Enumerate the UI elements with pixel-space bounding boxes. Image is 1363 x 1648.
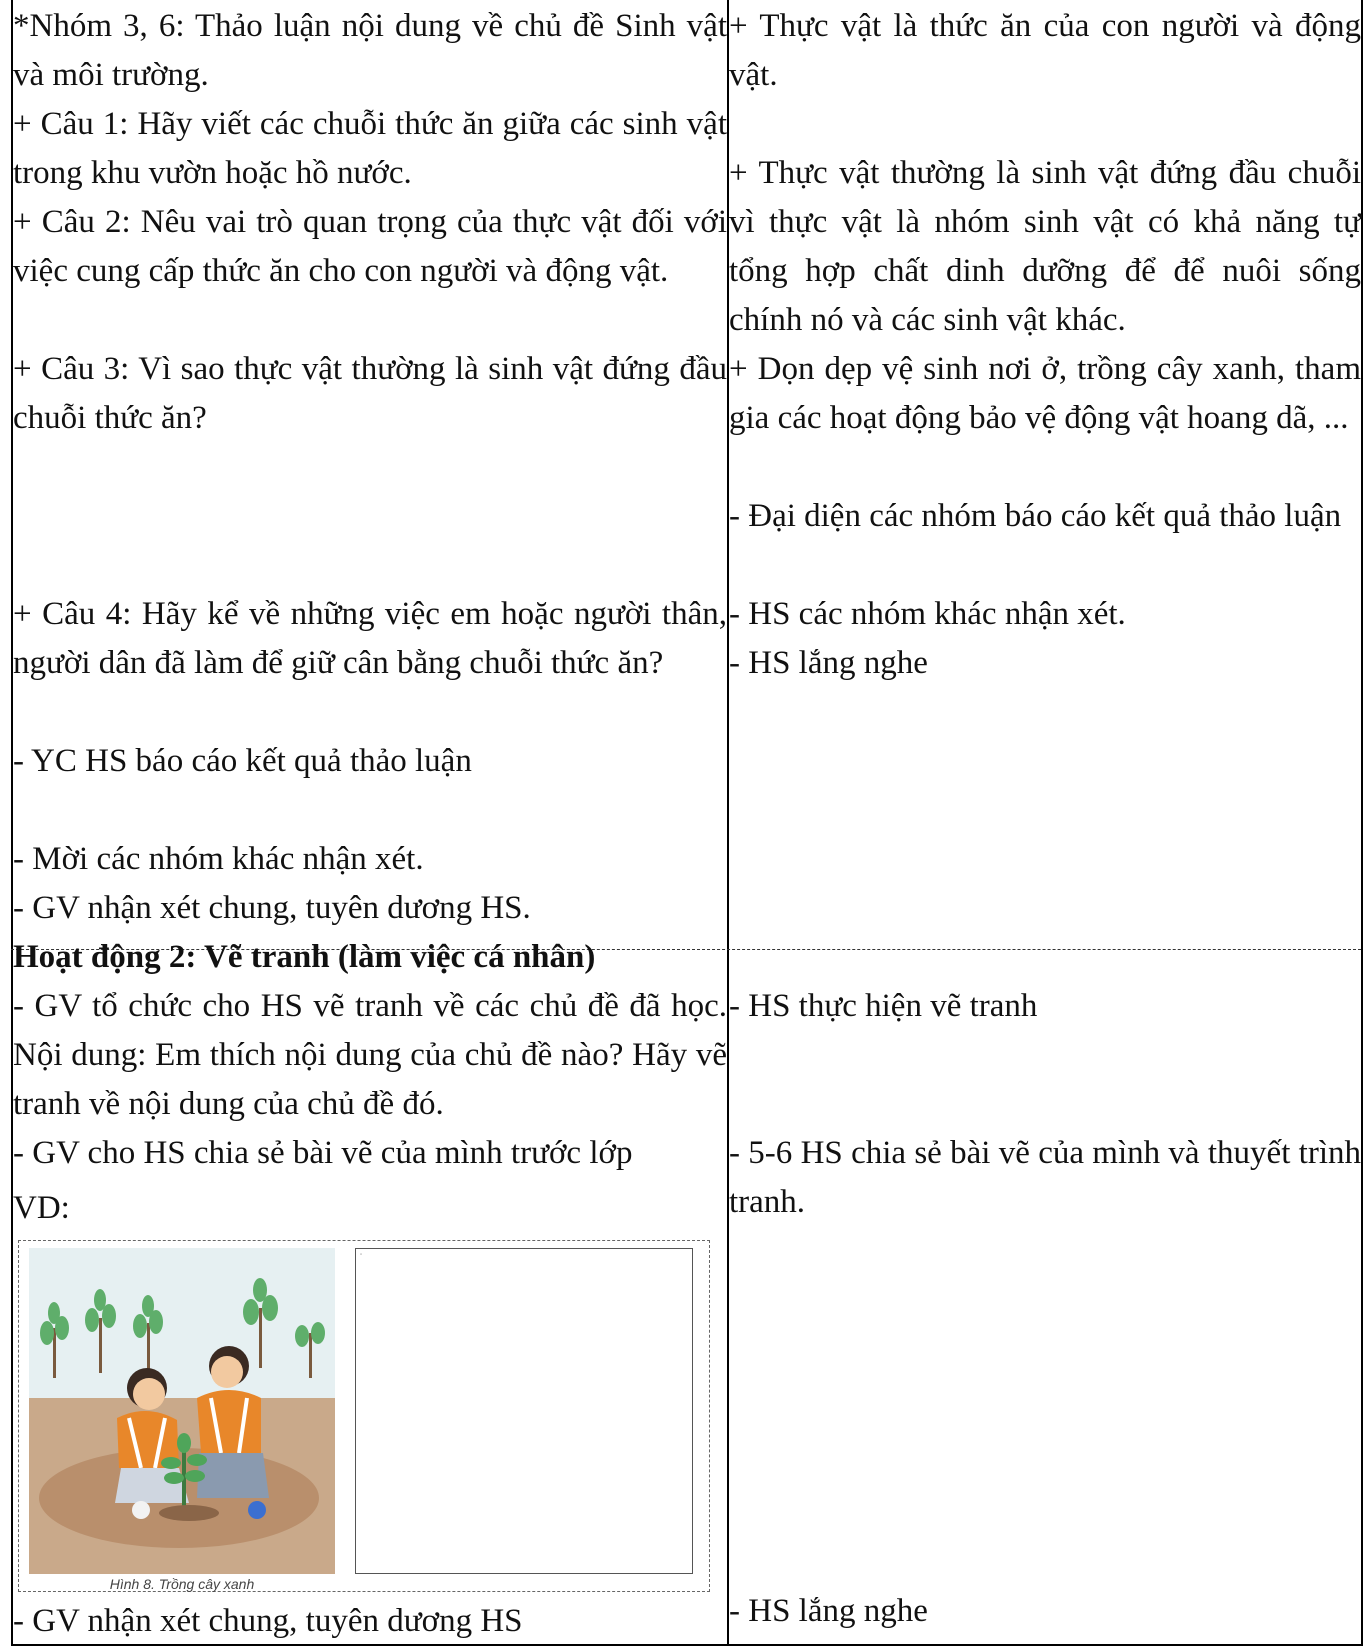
question-2: + Câu 2: Nêu vai trò quan trọng của thực vật đối với việc cung cấp thức ăn cho con người và động vật. [13,204,727,289]
listen-2: - HS lắng nghe [729,1593,928,1629]
tree-planting-illustration [29,1248,335,1592]
example-label: VD: [13,1190,70,1226]
answer-3: + Thực vật thường là sinh vật đứng đầu chuỗi vì thực vật là nhóm sinh vật có khả năng tự tổng hợp chất dinh dưỡng để để nuôi sống chính nó và các sinh vật khác. [729,155,1361,338]
report-instruction: - YC HS báo cáo kết quả thảo luận [13,743,472,779]
teacher-praise-1: - GV nhận xét chung, tuyên dương HS. [13,890,531,926]
activity-2-title: Hoạt động 2: Vẽ tranh (làm việc cá nhân) [13,939,596,975]
share-drawing: - 5-6 HS chia sẻ bài vẽ của mình và thuyết trình tranh. [729,1135,1361,1220]
frame-corner-mark: ▫ [360,1252,363,1258]
answer-4: + Dọn dẹp vệ sinh nơi ở, trồng cây xanh, tham gia các hoạt động bảo vệ động vật hoang dã, ... [729,351,1361,436]
blank-drawing-frame [355,1248,693,1574]
example-figure [18,1240,710,1592]
invite-comments: - Mời các nhóm khác nhận xét. [13,841,424,877]
figure-caption: Hình 8. Trồng cây xanh [109,1576,255,1592]
peer-comment: - HS các nhóm khác nhận xét. [729,596,1126,632]
question-1: + Câu 1: Hãy viết các chuỗi thức ăn giữa các sinh vật trong khu vườn hoặc hồ nước. [13,106,727,191]
teacher-praise-2: - GV nhận xét chung, tuyên dương HS [13,1603,523,1639]
drawing-instruction: - GV tổ chức cho HS vẽ tranh về các chủ đề đã học. Nội dung: Em thích nội dung của chủ đề nào? Hãy vẽ tranh về nội dung của chủ đề đó. [13,988,727,1122]
listen-1: - HS lắng nghe [729,645,928,681]
question-4: + Câu 4: Hãy kể về những việc em hoặc người thân, người dân đã làm để giữ cân bằng chuỗi thức ăn? [13,596,727,681]
group-heading: *Nhóm 3, 6: Thảo luận nội dung về chủ đề Sinh vật và môi trường. [13,8,727,93]
answer-2: + Thực vật là thức ăn của con người và động vật. [729,8,1361,93]
share-instruction: - GV cho HS chia sẻ bài vẽ của mình trước lớp [13,1135,633,1171]
group-report: - Đại diện các nhóm báo cáo kết quả thảo luận [729,498,1342,534]
question-3: + Câu 3: Vì sao thực vật thường là sinh vật đứng đầu chuỗi thức ăn? [13,351,727,436]
draw-picture: - HS thực hiện vẽ tranh [729,988,1038,1024]
